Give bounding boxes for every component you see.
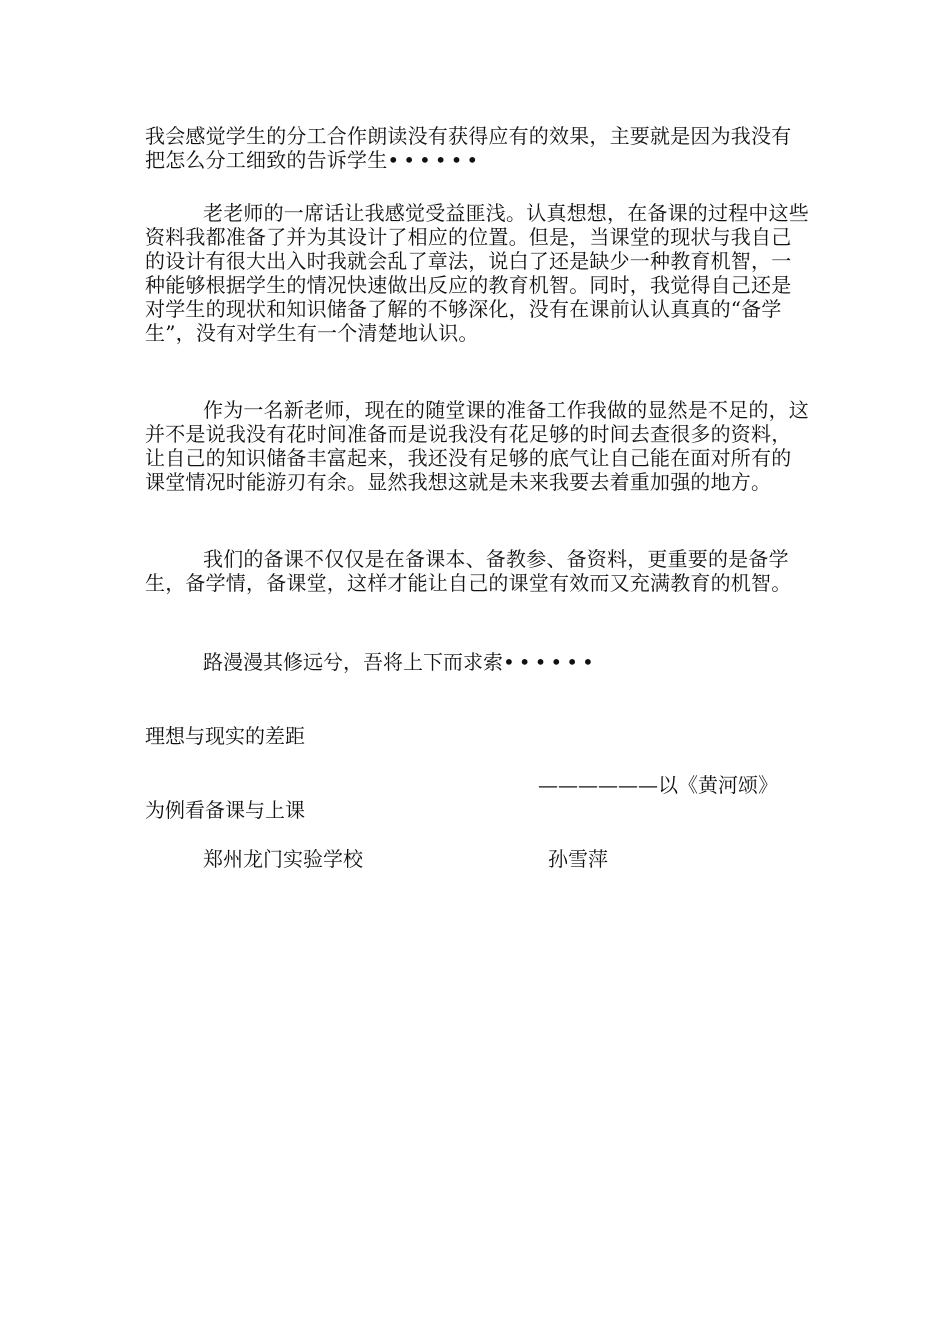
author-name: 孙雪萍	[548, 847, 608, 871]
paragraph-2: 老老师的一席话让我感觉受益匪浅。认真想想，在备课的过程中这些资料我都准备了并为其设计了相应的位置。但是，当课堂的现状与我自己的设计有很大出入时我就会乱了章法，说白了还是缺少一种教育机智，一种能够根据学生的情况快速做出反应的教育机智。同时，我觉得自己还是对学生的现状和知识储备了解的不够深化，没有在课前认认真真的“备学生”，没有对学生有一个清楚地认识。	[145, 201, 809, 345]
paragraph-5	[203, 650, 598, 674]
subtitle-text: 以《黄河颂》	[658, 773, 778, 797]
ellipsis-dots: ••••••	[387, 148, 483, 172]
article-title: 理想与现实的差距	[145, 724, 305, 748]
paragraph-3: 作为一名新老师，现在的随堂课的准备工作我做的显然是不足的，这并不是说我没有花时间准备而是说我没有花足够的时间去查很多的资料，让自己的知识储备丰富起来，我还没有足够的底气让自己能在面对所有的课堂情况时能游刃有余。显然我想这就是未来我要去着重加强的地方。	[145, 398, 809, 494]
paragraph-1-text: 我会感觉学生的分工合作朗读没有获得应有的效果，主要就是因为我没有把怎么分工细致的告诉学生	[145, 124, 792, 172]
ellipsis-dots: ••••••	[503, 650, 598, 674]
subtitle-line-2: 为例看备课与上课	[145, 798, 305, 822]
subtitle-dash: ——————	[538, 773, 658, 797]
paragraph-1	[145, 124, 810, 172]
subtitle-line-1	[538, 773, 778, 797]
paragraph-5-text: 路漫漫其修远兮，吾将上下而求索	[203, 650, 503, 674]
school-name: 郑州龙门实验学校	[203, 847, 363, 871]
paragraph-4: 我们的备课不仅仅是在备课本、备教参、备资料，更重要的是备学生，备学情，备课堂，这样才能让自己的课堂有效而又充满教育的机智。	[145, 547, 792, 595]
